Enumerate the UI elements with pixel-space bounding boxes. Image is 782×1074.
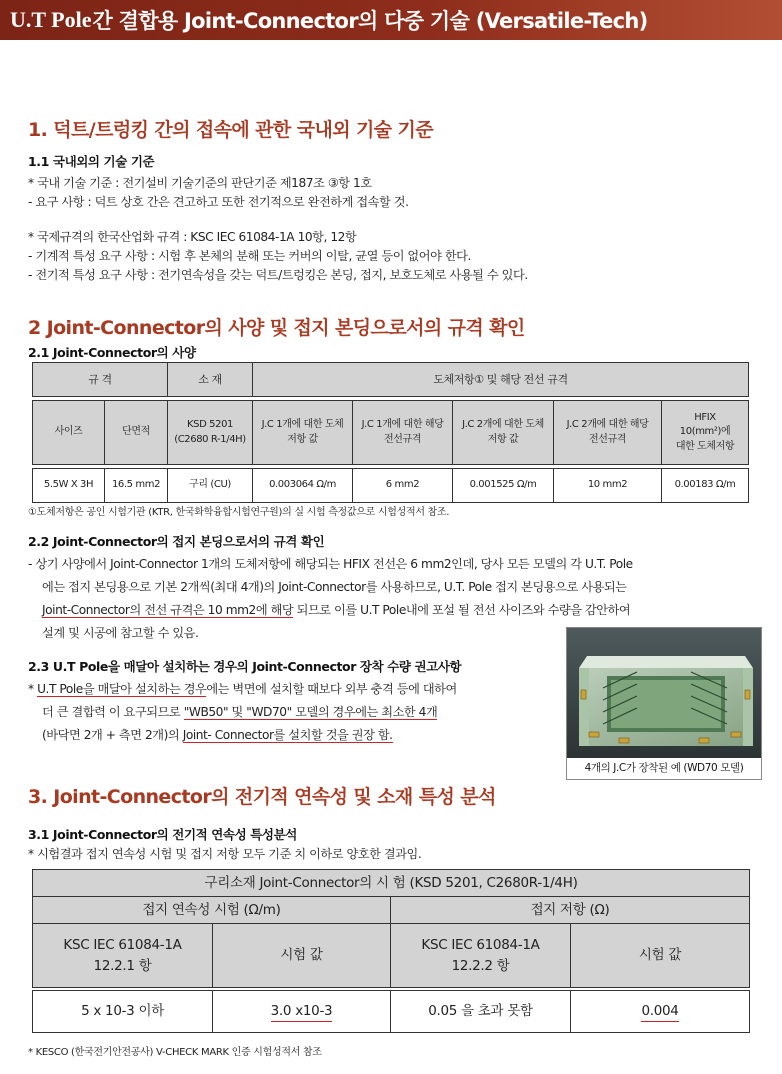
p22-line-1: - 상기 사양에서 Joint-Connector 1개의 도체저항에 해당되는 HFIX 전선은 6 mm2인데, 당사 모든 모델의 각 U.T. Pole (28, 557, 633, 571)
p23-line-3: (바닥면 2개 + 측면 2개)의 Joint- Connector를 설치할 것을 권장 함. (42, 728, 393, 742)
col-size: 사이즈 (33, 401, 105, 465)
section-2-3-heading: 2.3 U.T Pole을 매달아 설치하는 경우의 Joint-Connector 장착 수량 권고사항 (28, 659, 462, 674)
photo-caption: 4개의 J.C가 장착된 예 (WD70 모델) (584, 762, 744, 774)
table-row (33, 991, 750, 1033)
section-1-heading: 1. 덕트/트렁킹 간의 접속에 관한 국내외 기술 기준 (28, 119, 434, 141)
result-1: 3.0 x10-3 (213, 991, 391, 1033)
cell-jc1-wire: 6 mm2 (353, 469, 453, 503)
test-results-table (32, 869, 750, 1033)
p22-line-3: Joint-Connector의 전선 규격은 10 mm2에 해당 되므로 이를 U.T Pole내에 포설 될 전선 사이즈와 수량을 감안하여 (42, 603, 631, 617)
cell-material: 구리 (CU) (168, 469, 253, 503)
col-jc1-resistance: J.C 1개에 대한 도체 저항 값 (253, 401, 353, 465)
std-2: KSC IEC 61084-1A 12.2.2 항 (391, 924, 571, 988)
test-value-header-1: 시험 값 (213, 924, 391, 988)
criterion-1: 5 x 10-3 이하 (33, 991, 213, 1033)
cell-jc2-resistance: 0.001525 Ω/m (453, 469, 554, 503)
section-1-1-heading: 1.1 국내외의 기술 기준 (28, 154, 155, 169)
p22-line-4: 설계 및 시공에 참고할 수 있음. (42, 626, 199, 640)
jc-installation-photo (566, 627, 762, 780)
cell-jc2-wire: 10 mm2 (554, 469, 662, 503)
continuity-header: 접지 연속성 시험 (Ω/m) (33, 897, 391, 924)
cell-jc1-resistance: 0.003064 Ω/m (253, 469, 353, 503)
col-jc2-resistance: J.C 2개에 대한 도체 저항 값 (453, 401, 554, 465)
test-value-header-2: 시험 값 (571, 924, 750, 988)
s3-description: * 시험결과 접지 연속성 시험 및 접지 저항 모두 기준 치 이하로 양호한 결과임. (28, 847, 422, 861)
col-jc2-wire: J.C 2개에 대한 해당 전선규격 (554, 401, 662, 465)
s1-line-3: * 국제규격의 한국산업화 규격 : KSC IEC 61084-1A 10항, 12항 (28, 230, 357, 244)
s1-line-4: - 기계적 특성 요구 사항 : 시험 후 본체의 분해 또는 커버의 이탈, 균열 등이 없어야 한다. (28, 249, 471, 263)
spec-header: 규 격 (33, 363, 168, 397)
s1-line-5: - 전기적 특성 요구 사항 : 전기연속성을 갖는 덕트/트렁킹은 본딩, 접지, 보호도체로 사용될 수 있다. (28, 268, 528, 282)
std-1: KSC IEC 61084-1A 12.2.1 항 (33, 924, 213, 988)
p23-emphasis-1: U.T Pole을 매달아 설치하는 경우 (37, 682, 207, 696)
section-2-1-heading: 2.1 Joint-Connector의 사양 (28, 345, 196, 360)
col-jc1-wire: J.C 1개에 대한 해당 전선규격 (353, 401, 453, 465)
section-2-heading: 2 Joint-Connector의 사양 및 접지 본딩으로서의 규격 확인 (28, 317, 525, 339)
section-3-1-heading: 3.1 Joint-Connector의 전기적 연속성 특성분석 (28, 827, 297, 842)
title-banner (0, 0, 782, 40)
s1-line-1: * 국내 기술 기준 : 전기설비 기술기준의 판단기준 제187조 ③항 1호 (28, 176, 372, 190)
test-table-title: 구리소재 Joint-Connector의 시 험 (KSD 5201, C2680R-1/4H) (33, 870, 750, 897)
banner-title-lead: U.T Pole (10, 7, 92, 32)
cell-area: 16.5 mm2 (105, 469, 168, 503)
banner-title: 간 결합용 Joint-Connector의 다중 기술 (Versatile-Tech) (92, 9, 648, 33)
resistance-header: 도체저항① 및 해당 전선 규격 (253, 363, 749, 397)
section-2-2-heading: 2.2 Joint-Connector의 접지 본딩으로서의 규격 확인 (28, 534, 325, 549)
col-hfix: HFIX 10(mm²)에 대한 도체저항 (662, 401, 749, 465)
col-area: 단면적 (105, 401, 168, 465)
section-3-heading: 3. Joint-Connector의 전기적 연속성 및 소재 특성 분석 (28, 786, 496, 808)
p23-emphasis-3: Joint- Connector를 설치할 것을 권장 함. (182, 728, 393, 742)
col-ksd: KSD 5201 (C2680 R-1/4H) (168, 401, 253, 465)
ground-resistance-header: 접지 저항 (Ω) (391, 897, 750, 924)
result-2: 0.004 (571, 991, 750, 1033)
p22-line-2: 에는 접지 본딩용으로 기본 2개씩(최대 4개)의 Joint-Connector를 사용하므로, U.T. Pole 접지 본딩용으로 사용되는 (42, 580, 627, 594)
kesco-footnote: * KESCO (한국전기안전공사) V-CHECK MARK 인증 시험성적서 참조 (28, 1047, 322, 1058)
material-header: 소 재 (168, 363, 253, 397)
ut-pole-illustration (567, 628, 761, 758)
p22-emphasis: Joint-Connector의 전선 규격은 10 mm2에 해당 (42, 603, 294, 617)
s1-line-2: - 요구 사항 : 덕트 상호 간은 견고하고 또한 전기적으로 완전하게 접속할 것. (28, 195, 409, 209)
criterion-2: 0.05 을 초과 못함 (391, 991, 571, 1033)
resistance-footnote: ①도체저항은 공인 시험기관 (KTR, 한국화학융합시험연구원)의 실 시험 측정값으로 시험성적서 참조. (28, 507, 450, 518)
p23-emphasis-2: "WB50" 및 "WD70" 모델의 경우에는 최소한 4개 (183, 705, 438, 719)
spec-table (32, 362, 749, 503)
p23-line-2: 더 큰 결합력 이 요구되므로 "WB50" 및 "WD70" 모델의 경우에는 최소한 4개 (42, 705, 438, 719)
p23-line-1: * U.T Pole을 매달아 설치하는 경우에는 벽면에 설치할 때보다 외부 충격 등에 대하여 (28, 682, 457, 696)
cell-size: 5.5W X 3H (33, 469, 105, 503)
table-row (33, 469, 749, 503)
cell-hfix: 0.00183 Ω/m (662, 469, 749, 503)
